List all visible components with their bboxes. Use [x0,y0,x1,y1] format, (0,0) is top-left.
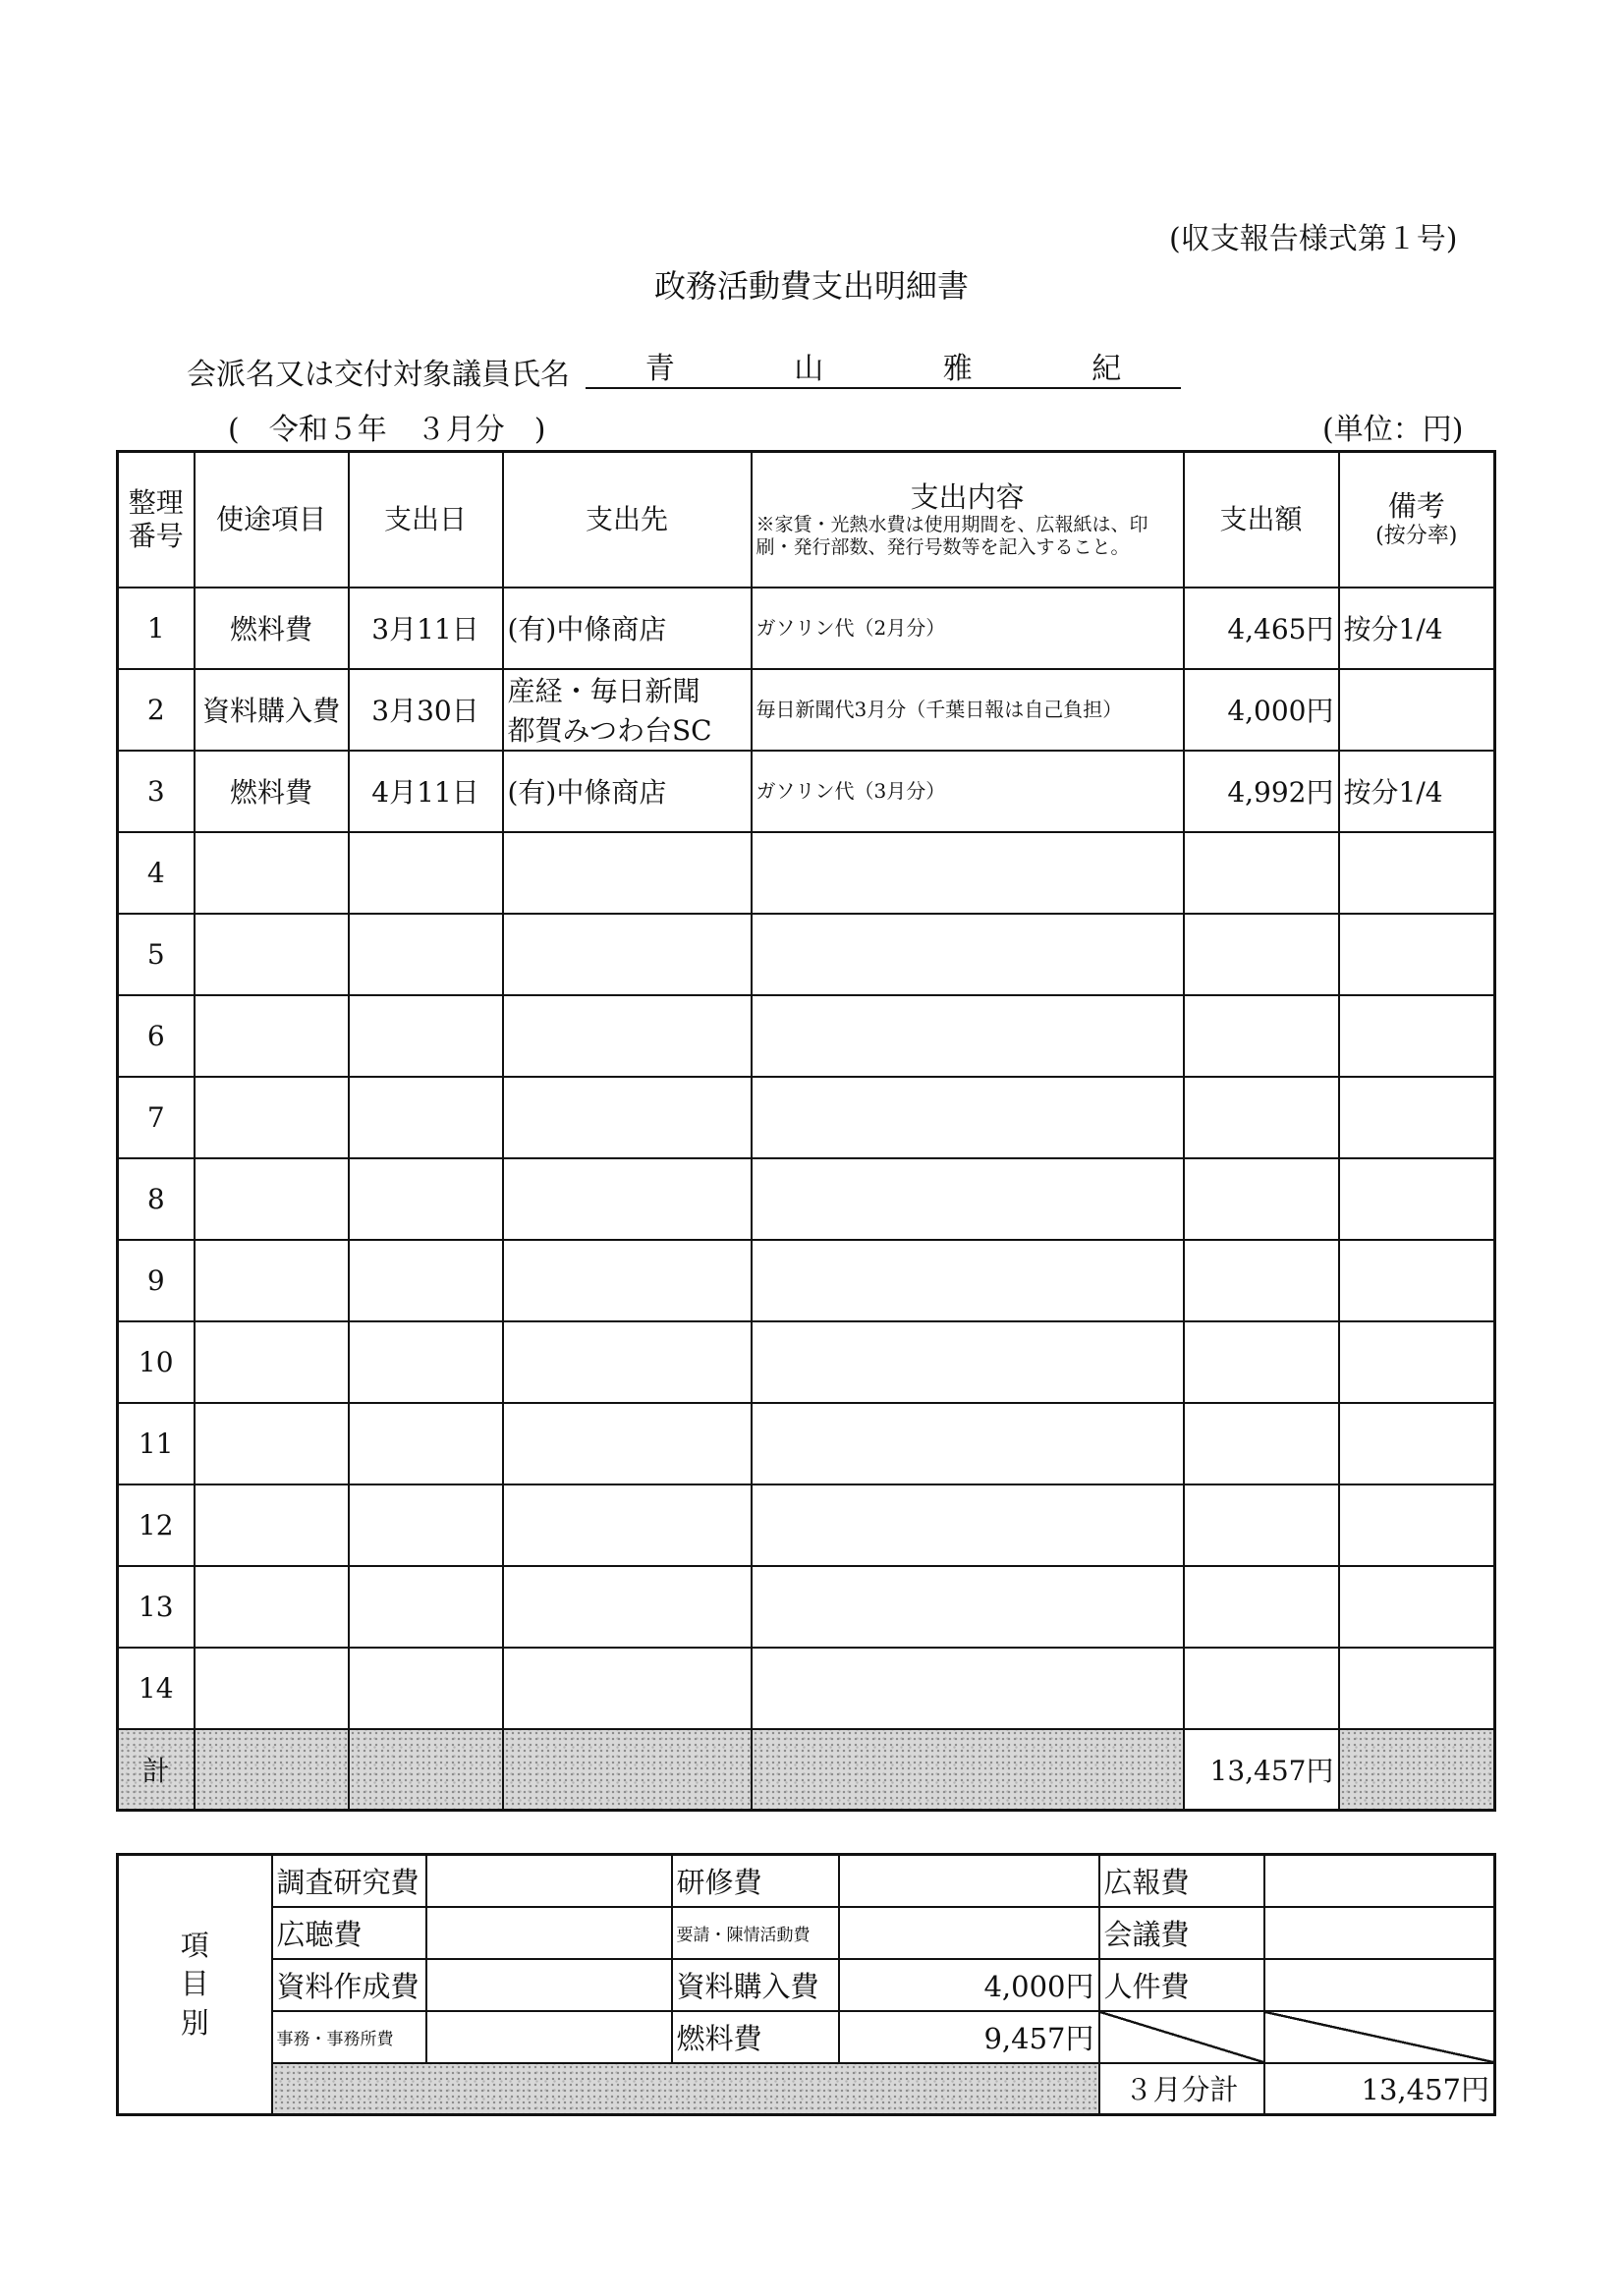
cell-content [752,914,1184,995]
cell-remarks [1339,1240,1495,1321]
cell-category [195,1648,349,1729]
summary-value-fuel: 9,457円 [839,2011,1099,2063]
cell-category [195,995,349,1077]
cell-no: 1 [118,588,195,669]
cell-amount [1184,1648,1339,1729]
header-no: 整理 番号 [118,452,195,588]
table-row [118,914,1495,995]
summary-row [118,2063,1495,2115]
cell-remarks: 按分1/4 [1339,588,1495,669]
summary-value-materials-purchase: 4,000円 [839,1959,1099,2011]
member-name-char: 紀 [1091,352,1122,386]
summary-diagonal-cell [1099,2011,1264,2063]
cell-payee [503,1403,752,1484]
cell-category [195,1240,349,1321]
total-shaded-cell [195,1729,349,1811]
summary-row [118,2011,1495,2063]
cell-no: 4 [118,832,195,914]
cell-date [349,1403,503,1484]
summary-value-training [839,1855,1099,1907]
header-content-note: ※家賃・光熱水費は使用期間を、広報紙は、印刷・発行部数、発行号数等を記入すること。 [756,514,1148,559]
cell-date [349,1077,503,1158]
summary-value-personnel [1264,1959,1495,2011]
cell-payee [503,1077,752,1158]
cell-payee: (有)中條商店 [503,751,752,832]
total-amount: 13,457円 [1184,1729,1339,1811]
cell-amount [1184,1077,1339,1158]
header-date: 支出日 [349,452,503,588]
cell-remarks [1339,1566,1495,1648]
cell-payee: (有)中條商店 [503,588,752,669]
header-remarks-sub: (按分率) [1375,523,1458,548]
cell-content [752,1566,1184,1648]
cell-no: 14 [118,1648,195,1729]
cell-remarks [1339,914,1495,995]
category-summary-table [116,1853,1496,2116]
summary-value-hearing [426,1907,672,1959]
cell-category: 燃料費 [195,751,349,832]
total-shaded-cell [503,1729,752,1811]
cell-content [752,1484,1184,1566]
cell-amount [1184,914,1339,995]
cell-remarks [1339,1158,1495,1240]
cell-no: 13 [118,1566,195,1648]
cell-date [349,832,503,914]
header-content-title: 支出内容 [910,479,1025,514]
member-name-char: 青 [644,352,675,386]
total-row [118,1729,1495,1811]
cell-category [195,1158,349,1240]
cell-remarks [1339,1077,1495,1158]
table-row [118,751,1495,832]
total-shaded-cell [1339,1729,1495,1811]
summary-value-petition [839,1907,1099,1959]
cell-no: 9 [118,1240,195,1321]
cell-no: 7 [118,1077,195,1158]
table-row [118,669,1495,751]
cell-amount: 4,465円 [1184,588,1339,669]
cell-payee [503,1566,752,1648]
summary-label-fuel: 燃料費 [672,2011,839,2063]
table-row [118,1158,1495,1240]
table-row [118,832,1495,914]
summary-label-pr: 広報費 [1099,1855,1264,1907]
cell-content [752,1240,1184,1321]
cell-amount: 4,000円 [1184,669,1339,751]
summary-value-meeting [1264,1907,1495,1959]
cell-no: 5 [118,914,195,995]
summary-label-training: 研修費 [672,1855,839,1907]
table-row [118,995,1495,1077]
cell-payee [503,1484,752,1566]
summary-label-materials-purchase: 資料購入費 [672,1959,839,2011]
form-number: (収支報告様式第１号) [1169,222,1458,256]
expense-detail-table [116,450,1496,1812]
table-row [118,1240,1495,1321]
header-content [752,452,1184,588]
monthly-total-value: 13,457円 [1264,2063,1495,2115]
cell-content: ガソリン代（2月分） [752,588,1184,669]
unit-label: (単位：円) [1322,413,1464,447]
cell-date: 3月30日 [349,669,503,751]
cell-payee [503,914,752,995]
header-category: 使途項目 [195,452,349,588]
header-remarks-title: 備考 [1387,489,1445,524]
member-name-label: 会派名又は交付対象議員氏名 [187,358,570,392]
cell-amount [1184,832,1339,914]
total-shaded-cell [349,1729,503,1811]
summary-value-research [426,1855,672,1907]
cell-amount [1184,1566,1339,1648]
summary-value-pr [1264,1855,1495,1907]
cell-remarks: 按分1/4 [1339,751,1495,832]
cell-content: 毎日新聞代3月分（千葉日報は自己負担） [752,669,1184,751]
cell-payee [503,1648,752,1729]
total-label: 計 [118,1729,195,1811]
summary-label-personnel: 人件費 [1099,1959,1264,2011]
table-row [118,1077,1495,1158]
cell-date [349,995,503,1077]
cell-payee [503,832,752,914]
cell-content [752,1403,1184,1484]
cell-payee [503,1321,752,1403]
report-period: ( 令和５年 ３月分 ) [228,413,546,447]
table-row [118,1648,1495,1729]
total-shaded-cell [752,1729,1184,1811]
monthly-total-label: ３月分計 [1099,2063,1264,2115]
cell-date [349,1240,503,1321]
table-row [118,1566,1495,1648]
cell-category [195,1403,349,1484]
summary-shaded-cell [272,2063,1099,2115]
cell-payee [503,1240,752,1321]
cell-amount [1184,1403,1339,1484]
table-row [118,588,1495,669]
cell-no: 12 [118,1484,195,1566]
cell-remarks [1339,669,1495,751]
header-amount: 支出額 [1184,452,1339,588]
summary-label-hearing: 広聴費 [272,1907,426,1959]
summary-label-office: 事務・事務所費 [272,2011,426,2063]
summary-label-research: 調査研究費 [272,1855,426,1907]
cell-amount: 4,992円 [1184,751,1339,832]
table-row [118,1403,1495,1484]
cell-no: 8 [118,1158,195,1240]
cell-content [752,1077,1184,1158]
cell-remarks [1339,1648,1495,1729]
cell-payee: 産経・毎日新聞 都賀みつわ台SC [503,669,752,751]
summary-label-materials-making: 資料作成費 [272,1959,426,2011]
cell-amount [1184,995,1339,1077]
cell-content [752,1321,1184,1403]
cell-no: 11 [118,1403,195,1484]
summary-diagonal-cell [1264,2011,1495,2063]
header-remarks [1339,452,1495,588]
cell-category: 燃料費 [195,588,349,669]
document-title: 政務活動費支出明細書 [653,267,969,305]
cell-category [195,1077,349,1158]
cell-category [195,1566,349,1648]
cell-remarks [1339,832,1495,914]
member-name-field [586,344,1181,389]
cell-content [752,995,1184,1077]
cell-payee [503,1158,752,1240]
cell-category [195,1321,349,1403]
cell-date: 3月11日 [349,588,503,669]
summary-side-char: 項 [180,1929,209,1963]
cell-remarks [1339,1484,1495,1566]
member-name-char: 山 [794,352,824,386]
summary-row [118,1855,1495,1907]
cell-date [349,1648,503,1729]
cell-no: 3 [118,751,195,832]
summary-side-label [118,1855,272,2115]
table-row [118,1321,1495,1403]
cell-payee [503,995,752,1077]
cell-no: 2 [118,669,195,751]
cell-category [195,1484,349,1566]
table-header-row [118,452,1495,588]
summary-side-char: 別 [180,2005,209,2040]
summary-value-materials-making [426,1959,672,2011]
header-payee: 支出先 [503,452,752,588]
cell-no: 6 [118,995,195,1077]
summary-row [118,1907,1495,1959]
summary-label-petition: 要請・陳情活動費 [672,1907,839,1959]
cell-content [752,832,1184,914]
cell-no: 10 [118,1321,195,1403]
cell-amount [1184,1158,1339,1240]
cell-category [195,832,349,914]
cell-amount [1184,1240,1339,1321]
cell-date [349,1484,503,1566]
summary-label-meeting: 会議費 [1099,1907,1264,1959]
cell-content [752,1158,1184,1240]
cell-remarks [1339,1321,1495,1403]
cell-amount [1184,1484,1339,1566]
cell-date [349,1158,503,1240]
cell-date: 4月11日 [349,751,503,832]
cell-date [349,1321,503,1403]
cell-content [752,1648,1184,1729]
cell-date [349,1566,503,1648]
cell-date [349,914,503,995]
cell-amount [1184,1321,1339,1403]
summary-side-char: 目 [180,1967,209,2001]
member-name-char: 雅 [942,352,973,386]
cell-remarks [1339,1403,1495,1484]
summary-value-office [426,2011,672,2063]
table-row [118,1484,1495,1566]
summary-row [118,1959,1495,2011]
cell-remarks [1339,995,1495,1077]
cell-category: 資料購入費 [195,669,349,751]
cell-category [195,914,349,995]
cell-content: ガソリン代（3月分） [752,751,1184,832]
